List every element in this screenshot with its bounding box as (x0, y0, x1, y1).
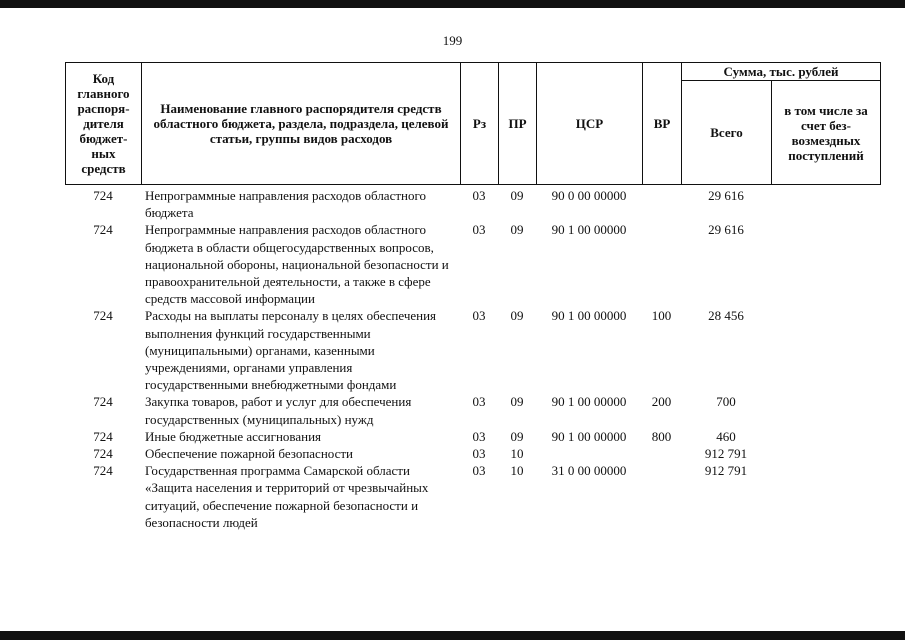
cell-rz: 03 (472, 222, 486, 238)
page-number: 199 (442, 33, 463, 48)
cell-csr: 90 1 00 00000 (551, 428, 627, 444)
bottom-rule (0, 631, 905, 640)
cell-pr: 09 (510, 188, 524, 203)
cell-csr: 90 0 00 00000 (551, 188, 627, 203)
budget-table (65, 187, 880, 531)
cell-free (771, 307, 880, 393)
table-row (65, 428, 880, 445)
header-total: Всего (682, 81, 772, 185)
cell-name: Иные бюджетные ассигнования (145, 428, 322, 444)
header-csr: ЦСР (537, 63, 643, 185)
header-sum: Сумма, тыс. рублей (682, 63, 881, 81)
cell-rz: 03 (472, 446, 486, 462)
cell-free (771, 187, 880, 221)
table-row (65, 393, 880, 427)
cell-pr: 09 (510, 222, 524, 238)
cell-name: Непрограммные направления расходов областного бюджета (145, 188, 426, 221)
cell-csr: 90 1 00 00000 (551, 222, 627, 238)
cell-rz: 03 (472, 463, 486, 479)
cell-free (771, 428, 880, 445)
cell-total: 29 616 (708, 222, 744, 238)
cell-total: 460 (716, 428, 736, 444)
cell-free (771, 221, 880, 307)
cell-rz: 03 (472, 394, 486, 410)
cell-pr: 09 (510, 394, 524, 410)
cell-name: Закупка товаров, работ и услуг для обеспечения государственных (муниципальных) нужд (145, 394, 412, 427)
cell-code: 724 (93, 222, 113, 238)
cell-code: 724 (93, 188, 113, 203)
cell-csr: 90 1 00 00000 (551, 394, 627, 410)
cell-total: 912 791 (704, 446, 748, 462)
cell-pr: 10 (510, 446, 524, 462)
cell-vr (642, 187, 681, 221)
cell-total: 28 456 (708, 308, 744, 324)
table-row (65, 462, 880, 531)
table-row (65, 221, 880, 307)
table-row (65, 187, 880, 221)
cell-code: 724 (93, 463, 113, 479)
cell-free (771, 462, 880, 531)
cell-pr: 09 (510, 428, 524, 444)
cell-free (771, 445, 880, 462)
cell-vr: 200 (651, 394, 672, 410)
table-header (65, 62, 881, 185)
cell-vr: 100 (651, 308, 672, 324)
cell-total: 29 616 (708, 188, 744, 203)
cell-rz: 03 (472, 428, 486, 444)
cell-csr: 31 0 00 00000 (551, 463, 627, 479)
cell-name: Обеспечение пожарной безопасности (145, 446, 354, 462)
cell-total: 912 791 (704, 463, 748, 479)
cell-vr: 800 (651, 428, 672, 444)
table-row (65, 307, 880, 393)
cell-vr (642, 445, 681, 462)
cell-name: Непрограммные направления расходов областного бюджета в области общегосударственных вопросов, национальной обороны, национальной безопасности и правоохранительной деятельности, а также в сфере средств массовой информации (145, 222, 449, 307)
header-vr: ВР (643, 63, 682, 185)
table-row (65, 445, 880, 462)
cell-pr: 09 (510, 308, 524, 324)
header-rz: Рз (461, 63, 499, 185)
cell-vr (642, 462, 681, 531)
cell-name: Расходы на выплаты персоналу в целях обеспечения выполнения функций государственными (муниципальными) органами, казенными учреждениями, органами управления государственными внебюджетными фондами (145, 308, 437, 393)
top-rule (0, 0, 905, 8)
header-code: Код главного распоря-дителя бюджет-ных средств (66, 63, 142, 185)
cell-pr: 10 (510, 463, 524, 479)
cell-rz: 03 (472, 308, 486, 324)
cell-csr (536, 445, 642, 462)
cell-vr (642, 221, 681, 307)
cell-total: 700 (716, 394, 736, 410)
cell-code: 724 (93, 428, 113, 444)
cell-name: Государственная программа Самарской области «Защита населения и территорий от чрезвычайных ситуаций, обеспечение пожарной безопасности и безопасности людей (145, 463, 429, 530)
header-free: в том числе за счет без-возмездных поступлений (772, 81, 881, 185)
cell-code: 724 (93, 308, 113, 324)
cell-code: 724 (93, 394, 113, 410)
header-name: Наименование главного распорядителя средств областного бюджета, раздела, подраздела, целевой статьи, группы видов расходов (142, 63, 461, 185)
cell-rz: 03 (472, 188, 486, 203)
cell-csr: 90 1 00 00000 (551, 308, 627, 324)
header-pr: ПР (499, 63, 537, 185)
cell-free (771, 393, 880, 427)
cell-code: 724 (93, 446, 113, 462)
